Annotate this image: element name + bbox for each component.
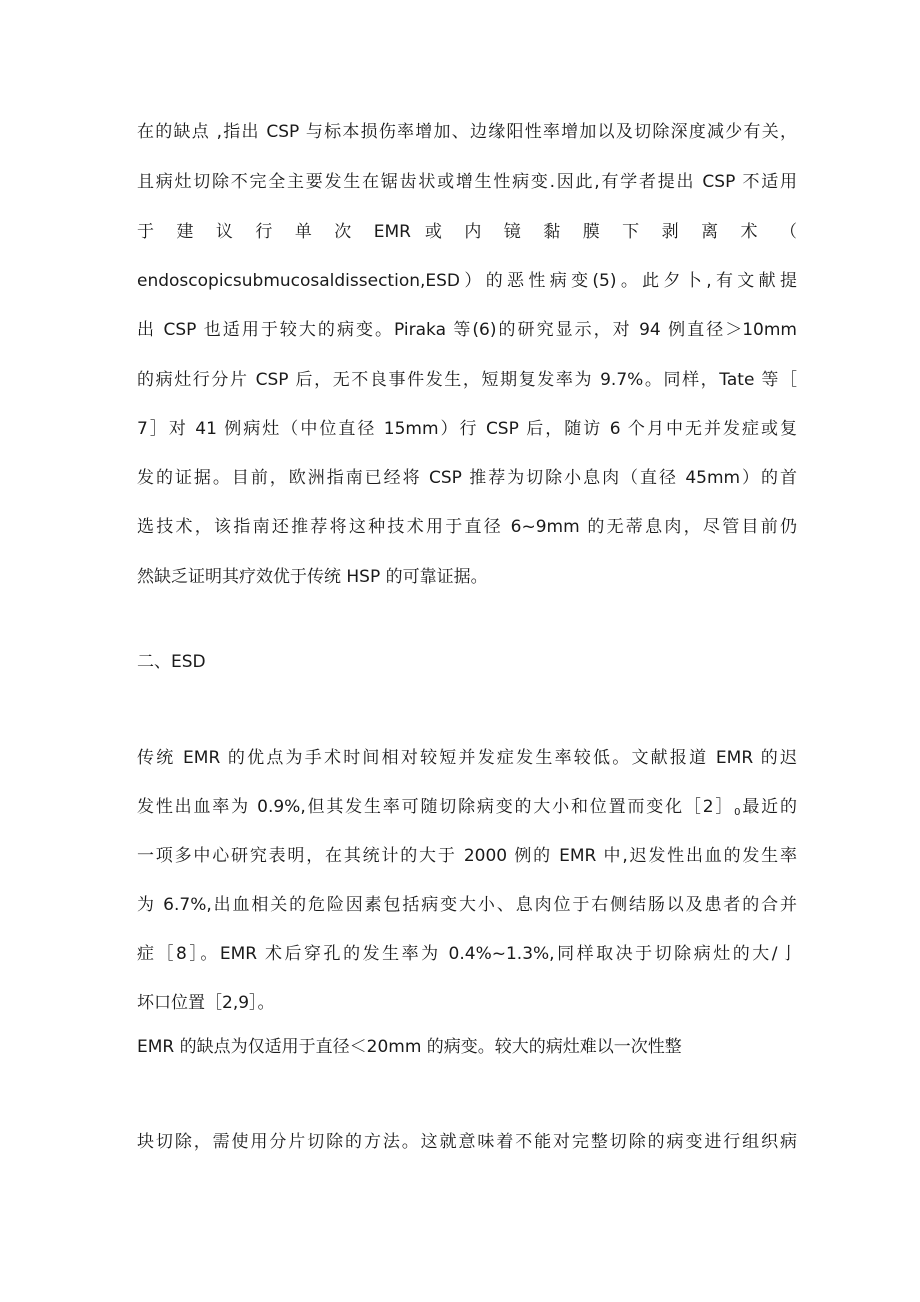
text-line: 为 6.7%,出血相关的危险因素包括病变大小、息肉位于右侧结肠以及患者的合并 [137,895,797,915]
text-line: 出 CSP 也适用于较大的病变。Piraka 等(6)的研究显示，对 94 例直径＞10mm [137,320,797,340]
text-line: 选技术，该指南还推荐将这种技术用于直径 6~9mm 的无蒂息肉，尽管目前仍 [137,517,797,537]
text-line: endoscopicsubmucosaldissection,ESD）的恶性病变(5)。此夕卜,有文献提 [137,271,797,291]
text-line: 且病灶切除不完全主要发生在锯齿状或增生性病变.因此,有学者提出 CSP 不适用 [137,172,797,192]
subscript-mark: 0 [734,807,741,818]
text-span: 最近的 [740,797,797,817]
text-line: 一项多中心研究表明，在其统计的大于 2000 例的 EMR 中,迟发性出血的发生率 [137,846,797,866]
text-line: 的病灶行分片 CSP 后，无不良事件发生，短期复发率为 9.7%。同样，Tate 等［ [137,370,797,390]
text-line: 传统 EMR 的优点为手术时间相对较短并发症发生率较低。文献报道 EMR 的迟 [137,748,797,768]
text-line: 7］对 41 例病灶（中位直径 15mm）行 CSP 后，随访 6 个月中无并发症或复 [137,419,797,439]
text-line [137,796,797,824]
text-line: 在的缺点 ,指出 CSP 与标本损伤率增加、边缘阳性率增加以及切除深度减少有关， [137,122,797,142]
text-line: 块切除，需使用分片切除的方法。这就意味着不能对完整切除的病变进行组织病 [137,1132,797,1152]
section-heading: 二、ESD [137,652,206,672]
text-span: 发性出血率为 0.9%,但其发生率可随切除病变的大小和位置而变化［2］ [137,797,735,817]
text-line: 症［8］。EMR 术后穿孔的发生率为 0.4%~1.3%,同样取决于切除病灶的大/亅 [137,944,797,964]
text-line: 发的证据。目前，欧洲指南已经将 CSP 推荐为切除小息肉（直径 45mm）的首 [137,468,797,488]
text-line: 然缺乏证明其疗效优于传统 HSP 的可靠证据。 [137,567,488,587]
text-line: EMR 的缺点为仅适用于直径＜20mm 的病变。较大的病灶难以一次性整 [137,1037,682,1057]
text-line: 于 建 议 行 单 次 EMR 或 内 镜 黏 膜 下 剥 离 术 （ [137,222,797,242]
text-line: 坏口位置［2,9］。 [137,993,275,1013]
